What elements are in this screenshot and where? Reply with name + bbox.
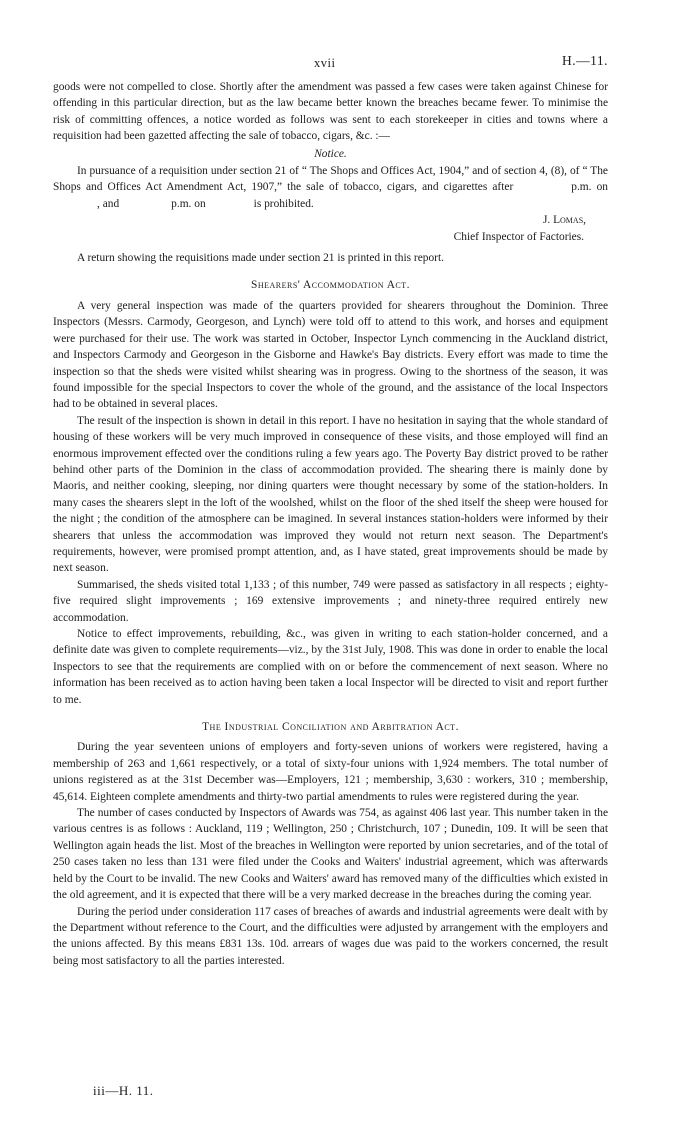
signatory-name: J. Lomas, <box>542 214 586 227</box>
page-number: xvii <box>314 56 336 70</box>
heading-industrial-conciliation: The Industrial Conciliation and Arbitration Act. <box>202 721 459 734</box>
signature-mark: iii—H. 11. <box>93 1083 154 1098</box>
heading-shearers-accommodation: Shearers' Accommodation Act. <box>250 279 411 292</box>
paragraph-breaches: During the period under consideration 117 cases of breaches of awards and industrial agreements were dealt with by the Department without reference to the Court, and the difficulties were adjusted by arrangement with the employers and the unions affected. By this means £831 13s. 10d. arrears of wages due was paid to the workers concerned, the result being most satisfactory to all the parties interested. <box>53 905 608 967</box>
paragraph-inspection: A very general inspection was made of the quarters provided for shearers throughout the Dominion. Three Inspectors (Messrs. Carmody, Georgeson, and Lynch) were told off to attend to this work, and horses and equipment were purchased for their use. The work was started in October, Inspector Lynch commencing in the Auckland district, and Inspectors Carmody and Georgeson in the Gisborne and Hawke's Bay districts. Every effort was made to time the inspection so that the sheds were visited whilst shearing was in progress. Owing to the shortness of the season, it was found impossible for the special Inspectors to cover the whole of the ground, and the assistance of the local Inspectors had to be obtained in several places. <box>53 299 608 411</box>
notice-text-part1: In pursuance of a requisition under section 21 of “ The Shops and Offices Act, 1904,” and of section 4, (8), of “ The Shops and Offices Act Amendment Act, 1907,” the sale of tobacco, cigars, and cigarettes after <box>53 165 608 194</box>
notice-pm-on-1: p.m. on <box>571 181 608 194</box>
notice-title: Notice. <box>314 147 347 160</box>
paragraph-continuation: goods were not compelled to close. Shortly after the amendment was passed a few cases were taken against Chinese for offending in this particular direction, but as the law became better known the breaches became fewer. To minimise the risk of committing offences, a notice worded as follows was sent to each storekeeper in cities and towns where a requisition had been gazetted affecting the sale of tobacco, cigars, &c. :— <box>53 81 608 143</box>
document-reference: H.—11. <box>562 53 608 68</box>
document-body <box>53 79 608 969</box>
paragraph-unions: During the year seventeen unions of employers and forty-seven unions of workers were registered, having a membership of 263 and 1,661 respectively, or a total of sixty-four unions with 1,924 members. The total number of unions registered as at the 31st December was—Employers, 121 ; membership, 3,630 : workers, 310 ; membership, 45,614. Eighteen complete amendments and thirty-two partial amendments to rules were registered during the year. <box>53 741 608 803</box>
signatory-title: Chief Inspector of Factories. <box>453 230 584 243</box>
paragraph-return: A return showing the requisitions made under section 21 is printed in this report. <box>77 252 444 265</box>
notice-text <box>53 163 608 212</box>
paragraph-result: The result of the inspection is shown in detail in this report. I have no hesitation in saying that the whole standard of housing of these workers will be very much improved in consequence of these visits, and those employed will find an enormous improvement effected over the conditions ruling a few years ago. The Poverty Bay district proved to be rather behind other parts of the Dominion in the class of accommodation provided. The shearing there is mainly done by Maoris, and neither cooking, sleeping, nor dining quarters were thought necessary by some of the station-holders. In many cases the shearers slept in the loft of the woolshed, whilst on the floor of the shed itself the sheep were housed for the night ; the condition of the atmosphere can be imagined. In several instances station-holders were informed by their shearers that unless the accommodation was improved they would not return next season. The Department's requirements, however, were promised prompt attention, and, as I have stated, great improvements should be made by next season. <box>53 414 608 575</box>
paragraph-cases: The number of cases conducted by Inspectors of Awards was 754, as against 406 last year. This number taken in the various centres is as follows : Auckland, 119 ; Wellington, 250 ; Christchurch, 107 ; Dunedin, 109. It will be seen that Wellington again heads the list. Most of the breaches in Wellington were reported by union secretaries, and of the total of 250 cases taken no less than 131 were filed under the Cooks and Waiters' industrial agreement, which was afterwards held by the Court to be invalid. The new Cooks and Waiters' award has removed many of the difficulties which existed in the old agreement, and it is expected that there will be a very marked decrease in the breaches during the coming year. <box>53 807 608 902</box>
notice-pm-on-2: p.m. on <box>171 197 206 210</box>
paragraph-notice-improvements: Notice to effect improvements, rebuilding, &c., was given in writing to each station-holder concerned, and a definite date was given to complete requirements—viz., by the 31st July, 1908. This was done in order to enable the local Inspectors to see that the requirements are complied with on or before the commencement of next season. Where no information has been received as to action having been taken a local Inspector will be directed to visit and report further to me. <box>53 628 608 706</box>
notice-prohibited: is prohibited. <box>253 197 314 210</box>
notice-and: , and <box>97 197 120 210</box>
paragraph-summary: Summarised, the sheds visited total 1,133 ; of this number, 749 were passed as satisfactory in all respects ; eighty-five required slight improvements ; 169 extensive improvements ; and ninety-three required entirely new accommodation. <box>53 578 608 624</box>
